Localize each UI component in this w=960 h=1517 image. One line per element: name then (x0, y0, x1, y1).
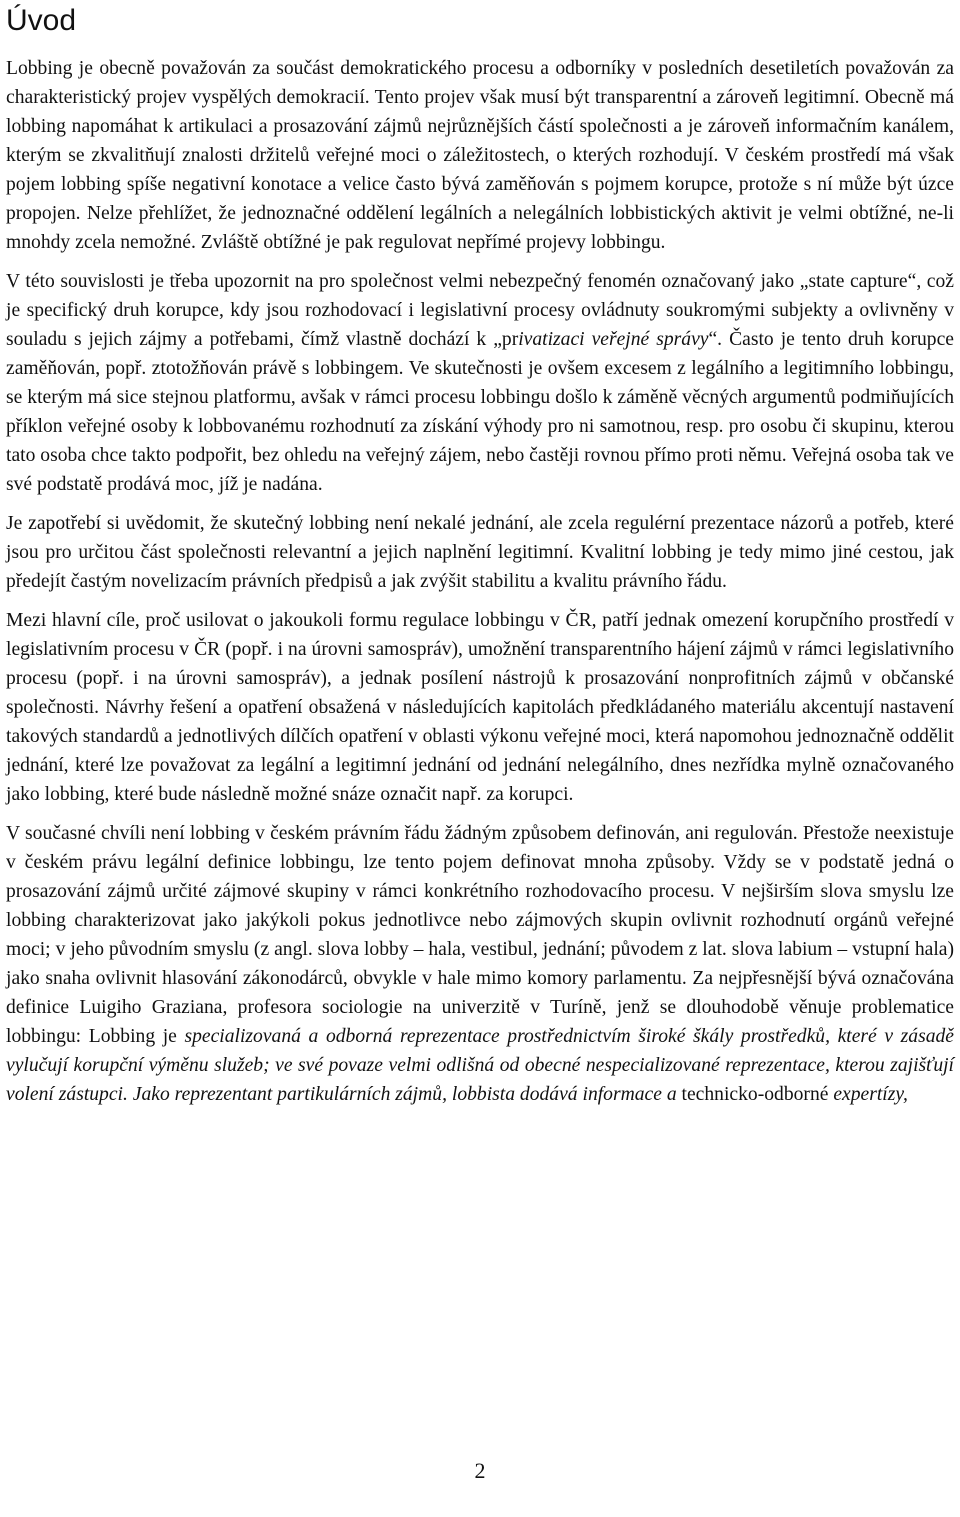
text-run: V této souvislosti je třeba upozornit na pro společnost velmi nebezpečný fenomén označovaný jako „state capture“, což je specifický druh korupce, kdy jsou rozhodovací i legislativní procesy ovládnuty soukromými subjekty a ovlivněny v souladu s jejich zájmy a potřebami, čímž vlastně dochází k „pr (6, 271, 954, 350)
text-run: Je zapotřebí si uvědomit, že skutečný lobbing není nekalé jednání, ale zcela regulérní prezentace názorů a potřeb, které jsou pro určitou část společnosti relevantní a jejich naplnění legitimní. Kvalitní lobbing je tedy mimo jiné cestou, jak předejít častým novelizacím právních předpisů a jak zvýšit stabilitu a kvalitu právního řádu. (6, 513, 954, 592)
paragraph (6, 819, 954, 1109)
text-run: Lobbing je obecně považován za součást demokratického procesu a odborníky v posledních desetiletích považován za charakteristický projev vyspělých demokracií. Tento projev však musí být transparentní a zároveň legitimní. Obecně má lobbing napomáhat k artikulaci a prosazování zájmů nejrůznějších částí společnosti a je zároveň informačním kanálem, kterým se zkvalitňují znalosti držitelů veřejné moci o záležitostech, o kterých rozhodují. V českém prostředí má však pojem lobbing spíše negativní konotace a velice často bývá zaměňován s pojmem korupce, protože s ní může být úzce propojen. Nelze přehlížet, že jednoznačné oddělení legálních a nelegálních lobbistických aktivit je velmi obtížné, ne-li mnohdy zcela nemožné. Zvláště obtížné je pak regulovat nepřímé projevy lobbingu. (6, 58, 954, 253)
paragraph (6, 606, 954, 809)
italic-text-run: expertízy, (833, 1084, 908, 1105)
text-run: technicko-odborné (681, 1084, 834, 1105)
italic-text-run: specializovaná a odborná reprezentace prostřednictvím široké škály prostředků, které v zásadě vylučují korupční výměnu služeb; ve své povaze velmi odlišná od obecné nespecializované reprezentace, kterou zajišťují volení zástupci. Jako reprezentant partikulárních zájmů, lobbista dodává informace a (6, 1026, 954, 1105)
text-run: V současné chvíli není lobbing v českém právním řádu žádným způsobem definován, ani regulován. Přestože neexistuje v českém právu legální definice lobbingu, lze tento pojem definovat mnoha způsoby. Vždy se v podstatě jedná o prosazování zájmů určité zájmové skupiny v rámci konkrétního rozhodovacího procesu. V nejširším slova smyslu lze lobbing charakterizovat jako jakýkoli pokus jednotlivce nebo zájmových skupin ovlivnit rozhodnutí orgánů veřejné moci; v jeho původním smyslu (z angl. slova lobby – hala, vestibul, jednání; původem z lat. slova labium – vstupní hala) jako snaha ovlivnit hlasování zákonodárců, obvykle v hale mimo komory parlamentu. Za nejpřesnější bývá označována definice Luigiho Graziana, profesora sociologie na univerzitě v Turíně, jenž se dlouhodobě věnuje problematice lobbingu: Lobbing je (6, 823, 954, 1047)
page-number: 2 (474, 1458, 486, 1483)
paragraph (6, 54, 954, 257)
document-page (6, 0, 954, 1119)
paragraph (6, 509, 954, 596)
italic-text-run: ivatizaci veřejné správy (518, 329, 709, 350)
page-title: Úvod (6, 4, 77, 37)
text-run: Mezi hlavní cíle, proč usilovat o jakoukoli formu regulace lobbingu v ČR, patří jednak omezení korupčního prostředí v legislativním procesu v ČR (popř. i na úrovni samospráv), umožnění transparentního hájení zájmů v rámci legislativního procesu (popř. i na úrovni samospráv), a jednak posílení nástrojů k prosazování nonprofitních zájmů v občanské společnosti. Návrhy řešení a opatření obsažená v následujících kapitolách předkládaného materiálu akcentují nastavení takových standardů a jednotlivých dílčích opatření v oblasti výkonu veřejné moci, která napomohou jednoznačně oddělit jednání, které lze považovat za legální a legitimní jednání od jednání nelegálního, dnes nezřídka mylně označovaného jako lobbing, které bude následně možné snáze označit např. za korupci. (6, 610, 954, 805)
text-run: “. Často je tento druh korupce zaměňován, popř. ztotožňován právě s lobbingem. Ve skutečnosti je ovšem excesem z legálního a legitimního lobbingu, se kterým má sice stejnou platformu, avšak v rámci procesu lobbingu došlo k záměně věcných argumentů podmiňujících příklon veřejné osoby k lobbovanému rozhodnutí za získání výhody pro ni samotnou, resp. pro osobu či skupinu, kterou tato osoba chce takto podpořit, bez ohledu na veřejný zájem, nebo častěji rovnou přímo proti němu. Veřejná osoba tak ve své podstatě prodává moc, jíž je nadána. (6, 329, 954, 495)
body-text (6, 54, 954, 1109)
paragraph (6, 267, 954, 499)
